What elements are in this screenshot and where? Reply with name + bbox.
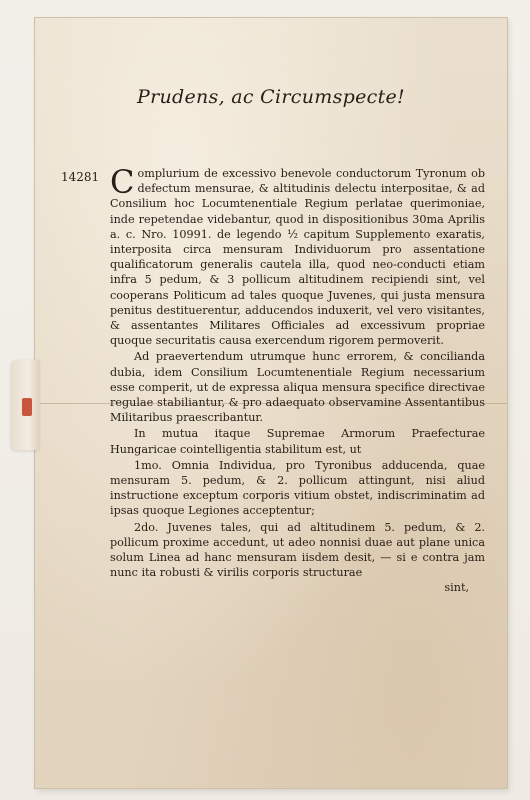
salutation: Prudens, ac Circumspecte! (137, 86, 405, 108)
paragraph-text: omplurium de excessivo benevole conductorum Tyronum ob defectum mensurae, & altitudinis delectu interpositae, & ad Consilium hoc Locumtenentiale Regium perlatae querimoniae, inde repetendae videbantur, quod in dispositionibus 30ma Aprilis a. c. Nro. 10991. de legendo ⅟₂ capitum Supplemento exaratis, interposita circa mensuram Individuorum pro assentatione qualificatorum generalis cautela illa, quod neo-conducti etiam infra 5 pedum, & 3 pollicum altitudinem recipiendi sint, vel cooperans Politicum ad tales quoque Juvenes, qui justa mensura penitus destituerentur, adducendos induxerit, vel vero visitantes, & assentantes Militares Officiales ad excessivum propriae quoque securitatis causa exercendum rigorem permoverit. (110, 167, 485, 348)
document-content (35, 18, 507, 788)
document-number: 14281 (61, 170, 100, 184)
drop-cap: C (110, 163, 135, 201)
paragraph: 1mo. Omnia Individua, pro Tyronibus adducenda, quae mensuram 5. pedum, & 2. pollicum attingunt, nisi aliud instructione exceptum corporis vitium obstet, indiscriminatim ad ipsas quoque Legiones acceptentur; (110, 458, 485, 518)
paragraph (110, 163, 485, 348)
paragraph: In mutua itaque Supremae Armorum Praefecturae Hungaricae cointelligentia stabilitum est, ut (110, 427, 485, 456)
catchword: sint, (444, 581, 469, 595)
paragraph: Ad praevertendum utrumque hunc errorem, & concilianda dubia, idem Consilium Locumtenentiale Regium necessarium esse comperit, ut de expressa aliqua mensura specifice directivae regulae stabiliantur, & pro adaequato observamine Assentantibus Militaribus praescribantur. (110, 350, 485, 425)
wax-seal-remnant (22, 398, 32, 416)
document-body (110, 163, 485, 596)
document-sheet (35, 18, 507, 788)
paragraph: 2do. Juvenes tales, qui ad altitudinem 5. pedum, & 2. pollicum proxime accedunt, ut adeo nonnisi duae aut plane unica solum Linea ad hanc mensuram iisdem desit, — si e contra jam nunc ita robusti & virilis corporis structurae (110, 520, 485, 580)
